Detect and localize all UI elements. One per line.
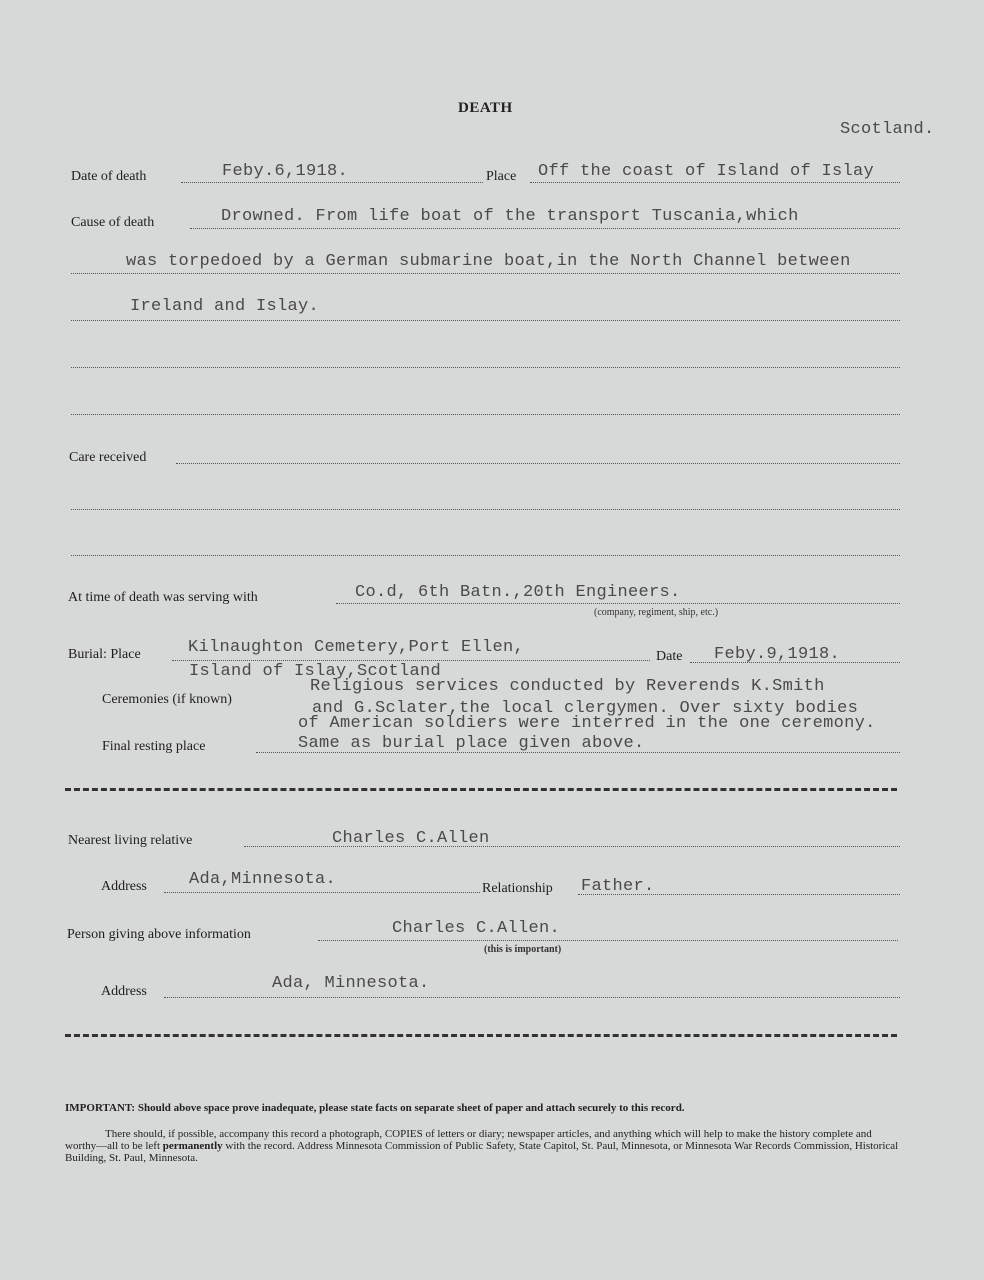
final-resting-place-value: Same as burial place given above.	[298, 734, 645, 753]
address-2-label: Address	[101, 984, 147, 999]
burial-date-label: Date	[656, 649, 683, 664]
form-heading: DEATH	[458, 100, 513, 116]
burial-place-line-1: Kilnaughton Cemetery,Port Ellen,	[188, 638, 525, 657]
burial-date-value: Feby.9,1918.	[714, 645, 841, 664]
ceremonies-line-2: and G.Sclater,the local clergymen. Over sixty bodies	[312, 699, 859, 718]
instructions-bold: permanently	[162, 1140, 223, 1152]
section-divider-2	[65, 1034, 897, 1037]
burial-place-label: Burial: Place	[68, 647, 141, 662]
address-2-value: Ada, Minnesota.	[272, 974, 430, 993]
cause-line-3: Ireland and Islay.	[130, 297, 320, 316]
section-divider-1	[65, 788, 897, 791]
place-label: Place	[486, 169, 517, 184]
informant-label: Person giving above information	[67, 927, 251, 942]
informant-value: Charles C.Allen.	[392, 919, 561, 938]
ceremonies-line-3: of American soldiers were interred in the one ceremony.	[298, 714, 876, 733]
date-of-death-label: Date of death	[71, 169, 147, 184]
serving-with-value: Co.d, 6th Batn.,20th Engineers.	[355, 583, 681, 602]
relationship-value: Father.	[581, 877, 655, 896]
final-resting-place-label: Final resting place	[102, 739, 206, 754]
ceremonies-line-1: Religious services conducted by Reverends K.Smith	[310, 677, 825, 696]
care-received-label: Care received	[69, 450, 147, 465]
burial-place-line-2: Island of Islay,Scotland	[189, 662, 442, 681]
informant-hint: (this is important)	[484, 944, 562, 955]
nearest-relative-label: Nearest living relative	[68, 833, 193, 848]
cause-line-2: was torpedoed by a German submarine boat,in the North Channel between	[126, 252, 851, 271]
cause-of-death-label: Cause of death	[71, 215, 155, 230]
region-stamp: Scotland.	[840, 120, 935, 139]
important-label: IMPORTANT:	[65, 1102, 136, 1114]
cause-line-1: Drowned. From life boat of the transport Tuscania,which	[221, 207, 799, 226]
address-1-value: Ada,Minnesota.	[189, 870, 337, 889]
nearest-relative-value: Charles C.Allen	[332, 829, 490, 848]
important-notice	[65, 1102, 900, 1114]
address-1-label: Address	[101, 879, 147, 894]
serving-with-hint: (company, regiment, ship, etc.)	[594, 607, 719, 618]
date-of-death-value: Feby.6,1918.	[222, 162, 349, 181]
ceremonies-label: Ceremonies (if known)	[102, 692, 232, 707]
instructions-text-1: There should, if possible, accompany this record a photograph, COPIES of letters or diary; newspaper articles, and anything which will help to make the history complete and worthy—all to be left	[65, 1128, 872, 1152]
serving-with-label: At time of death was serving with	[68, 590, 258, 605]
instructions-text-2: with the record. Address Minnesota Commission of Public Safety, State Capitol, St. Paul, Minnesota, or Minnesota War Records Commission, Historical Building, St. Paul, Minnesota.	[65, 1140, 899, 1164]
important-text: Should above space prove inadequate, please state facts on separate sheet of paper and attach securely to this record.	[137, 1102, 685, 1114]
instructions-paragraph	[65, 1128, 900, 1164]
relationship-label: Relationship	[482, 881, 553, 896]
place-value: Off the coast of Island of Islay	[538, 162, 875, 181]
